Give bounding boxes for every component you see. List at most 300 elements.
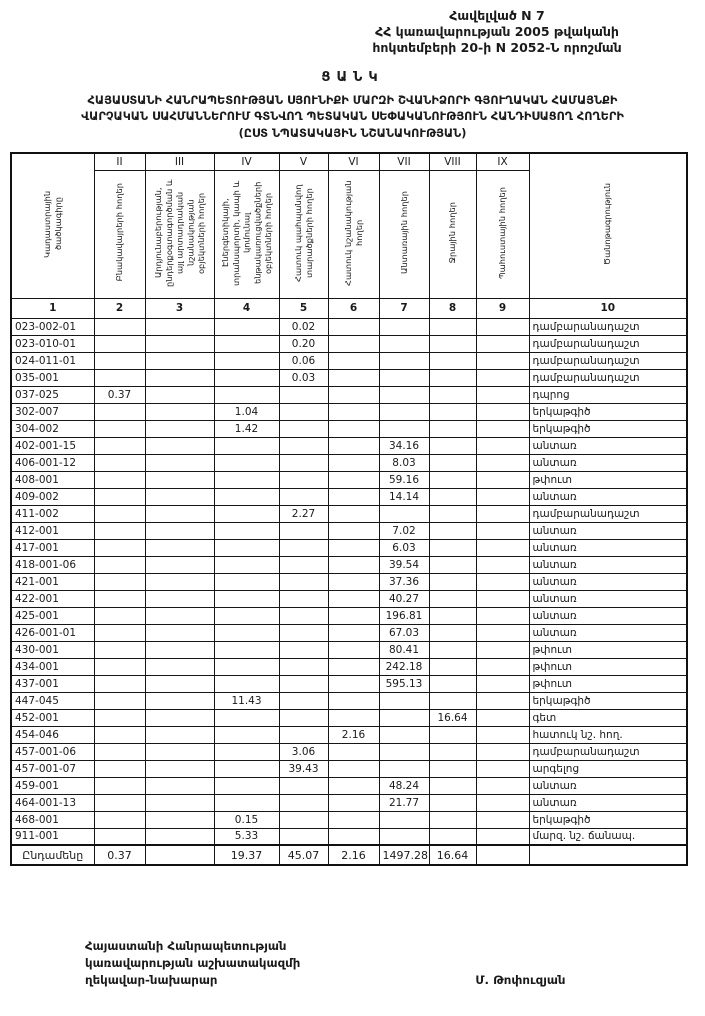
area-value-cell [94,556,145,573]
area-value-cell [214,624,279,641]
roman-numeral-IV: IV [214,153,279,170]
title-line-1: ՀԱՅԱՍՏԱՆԻ ՀԱՆՐԱՊԵՏՈՒԹՅԱՆ ՍՅՈՒՆԻՔԻ ՄԱՐԶԻ ՇՎԱՆԻՁՈՐԻ ԳՅՈՒՂԱԿԱՆ ՀԱՄԱՅՆՔԻ [87,94,618,107]
table-row [11,624,687,641]
note-cell: երկաթգիծ [529,420,687,437]
area-value-cell [94,437,145,454]
area-value-cell [214,488,279,505]
table-row [11,573,687,590]
area-value-cell [94,794,145,811]
area-value-cell [279,454,328,471]
area-value-cell [429,590,476,607]
cadastral-code-cell: 464-001-13 [11,794,94,811]
area-value-cell [429,760,476,777]
area-value-cell [476,624,529,641]
column-number: 5 [279,298,328,318]
area-value-cell [145,624,214,641]
area-value-cell [379,386,429,403]
table-row [11,607,687,624]
area-value-cell [279,556,328,573]
area-value-cell [476,573,529,590]
area-value-cell [94,505,145,522]
area-value-cell [94,658,145,675]
area-value-cell [328,692,379,709]
area-value-cell [429,352,476,369]
table-row [11,777,687,794]
area-value-cell [476,828,529,845]
area-value-cell: 1497.28 [379,845,429,865]
area-value-cell: 0.37 [94,845,145,865]
area-value-cell [145,590,214,607]
area-value-cell: 37.36 [379,573,429,590]
area-value-cell [429,607,476,624]
area-value-cell [145,522,214,539]
area-value-cell [214,573,279,590]
header-settlement-lands: Բնակավայրերի հողեր [94,170,145,298]
roman-numeral-VII: VII [379,153,429,170]
note-cell: գետ [529,709,687,726]
table-row [11,335,687,352]
area-value-cell [214,641,279,658]
area-value-cell: 34.16 [379,437,429,454]
area-value-cell [279,709,328,726]
area-value-cell [214,777,279,794]
note-cell: անտառ [529,794,687,811]
header-cadastral-code-label: Կադաստրային ծածկագիրը [41,190,63,258]
decision-reference: հոկտեմբերի 20-ի N 2052-Ն որոշման [372,40,622,55]
area-value-cell [214,335,279,352]
area-value-cell [145,573,214,590]
header-special-purpose-lands: Հատուկ նշանակության հողեր [328,170,379,298]
total-label-cell: Ընդամենը [11,845,94,865]
area-value-cell [214,675,279,692]
table-row [11,522,687,539]
area-value-cell [476,590,529,607]
area-value-cell [279,590,328,607]
area-value-cell [279,692,328,709]
area-value-cell [429,403,476,420]
cadastral-code-cell: 024-011-01 [11,352,94,369]
cadastral-code-cell: 409-002 [11,488,94,505]
area-value-cell [328,590,379,607]
note-cell: անտառ [529,454,687,471]
area-value-cell [279,573,328,590]
cadastral-code-cell: 037-025 [11,386,94,403]
area-value-cell [429,522,476,539]
note-cell: անտառ [529,522,687,539]
note-cell: մարզ. նշ. ճանապ. [529,828,687,845]
column-number: 4 [214,298,279,318]
area-value-cell [429,471,476,488]
area-value-cell [145,658,214,675]
area-value-cell: 0.20 [279,335,328,352]
header-note-label: Ծանոթագրություն [602,183,613,266]
area-value-cell [145,777,214,794]
header-water-lands: Ջրային հողեր [429,170,476,298]
area-value-cell [145,794,214,811]
area-value-cell [476,335,529,352]
cadastral-code-cell: 468-001 [11,811,94,828]
area-value-cell [94,624,145,641]
table-row [11,811,687,828]
area-value-cell [145,352,214,369]
roman-numeral-IX: IX [476,153,529,170]
area-value-cell: 40.27 [379,590,429,607]
area-value-cell: 0.06 [279,352,328,369]
area-value-cell [429,811,476,828]
area-value-cell [145,454,214,471]
area-value-cell: 48.24 [379,777,429,794]
area-value-cell [476,471,529,488]
note-cell: դամբարանադաշտ [529,335,687,352]
note-cell: դամբարանադաշտ [529,318,687,335]
area-value-cell [214,658,279,675]
area-value-cell [279,641,328,658]
signatory-position [85,938,300,989]
area-value-cell [379,369,429,386]
table-row [11,556,687,573]
area-value-cell [214,454,279,471]
area-value-cell [328,556,379,573]
note-cell: անտառ [529,624,687,641]
table-row [11,318,687,335]
cadastral-code-cell: 457-001-06 [11,743,94,760]
note-cell: արգելոց [529,760,687,777]
appendix-header [307,8,687,56]
area-value-cell [145,318,214,335]
area-value-cell [429,369,476,386]
area-value-cell: 0.37 [94,386,145,403]
area-value-cell [429,386,476,403]
area-value-cell: 45.07 [279,845,328,865]
area-value-cell [94,607,145,624]
area-value-cell [429,624,476,641]
cadastral-code-cell: 447-045 [11,692,94,709]
area-value-cell: 39.54 [379,556,429,573]
area-value-cell [279,437,328,454]
area-value-cell [214,709,279,726]
area-value-cell [279,471,328,488]
note-cell: երկաթգիծ [529,403,687,420]
area-value-cell [94,573,145,590]
area-value-cell [94,318,145,335]
area-value-cell [379,726,429,743]
area-value-cell [94,828,145,845]
area-value-cell: 16.64 [429,709,476,726]
area-value-cell: 1.04 [214,403,279,420]
area-value-cell [279,811,328,828]
area-value-cell [379,403,429,420]
area-value-cell [476,488,529,505]
area-value-cell [328,488,379,505]
cadastral-code-cell: 425-001 [11,607,94,624]
area-value-cell [145,386,214,403]
area-value-cell [328,658,379,675]
area-value-cell [279,624,328,641]
area-value-cell: 21.77 [379,794,429,811]
table-row [11,471,687,488]
cadastral-code-cell: 434-001 [11,658,94,675]
area-value-cell [328,607,379,624]
area-value-cell [279,522,328,539]
area-value-cell [94,743,145,760]
area-value-cell: 6.03 [379,539,429,556]
area-value-cell: 39.43 [279,760,328,777]
area-value-cell [94,641,145,658]
area-value-cell [429,539,476,556]
area-value-cell [379,692,429,709]
cadastral-code-cell: 430-001 [11,641,94,658]
roman-numeral-II: II [94,153,145,170]
area-value-cell [94,335,145,352]
area-value-cell: 595.13 [379,675,429,692]
area-value-cell [214,386,279,403]
roman-numeral-row [11,153,687,170]
area-value-cell: 5.33 [214,828,279,845]
area-value-cell [476,505,529,522]
area-value-cell [145,488,214,505]
area-value-cell [328,369,379,386]
signatory-line-2: կառավարության աշխատակազմի [85,956,301,971]
area-value-cell [328,794,379,811]
note-cell: անտառ [529,573,687,590]
cadastral-code-cell: 406-001-12 [11,454,94,471]
table-row [11,794,687,811]
area-value-cell [145,539,214,556]
note-cell: անտառ [529,556,687,573]
area-value-cell [145,743,214,760]
area-value-cell: 3.06 [279,743,328,760]
area-value-cell [328,539,379,556]
note-cell: անտառ [529,777,687,794]
note-cell: դամբարանադաշտ [529,352,687,369]
area-value-cell [429,658,476,675]
area-value-cell [429,318,476,335]
note-cell [529,845,687,865]
area-value-cell [94,760,145,777]
cadastral-code-cell: 421-001 [11,573,94,590]
area-value-cell [214,369,279,386]
note-cell: դամբարանադաշտ [529,505,687,522]
area-value-cell [94,590,145,607]
cadastral-code-cell: 023-010-01 [11,335,94,352]
area-value-cell [328,760,379,777]
table-row [11,828,687,845]
government-reference: ՀՀ կառավարության 2005 թվականի [375,24,619,39]
area-value-cell [476,794,529,811]
area-value-cell [379,318,429,335]
area-value-cell [476,658,529,675]
area-value-cell [214,505,279,522]
note-cell: անտառ [529,539,687,556]
area-value-cell [145,335,214,352]
area-value-cell [145,641,214,658]
area-value-cell [145,692,214,709]
area-value-cell: 2.16 [328,845,379,865]
area-value-cell [328,811,379,828]
table-row [11,437,687,454]
table-row [11,454,687,471]
area-value-cell [476,641,529,658]
area-value-cell [94,488,145,505]
area-value-cell [94,709,145,726]
area-value-cell [279,607,328,624]
area-value-cell [214,760,279,777]
column-number: 9 [476,298,529,318]
column-number: 2 [94,298,145,318]
area-value-cell: 0.03 [279,369,328,386]
area-value-cell [279,777,328,794]
area-value-cell [145,471,214,488]
area-value-cell [476,743,529,760]
area-value-cell [476,709,529,726]
area-value-cell [476,454,529,471]
area-value-cell: 242.18 [379,658,429,675]
area-value-cell [94,692,145,709]
area-value-cell: 0.02 [279,318,328,335]
area-value-cell [94,454,145,471]
area-value-cell [429,828,476,845]
area-value-cell [214,318,279,335]
table-row [11,420,687,437]
table-row [11,641,687,658]
area-value-cell: 19.37 [214,845,279,865]
area-value-cell [328,675,379,692]
table-row [11,352,687,369]
note-cell: թփուտ [529,471,687,488]
table-row [11,505,687,522]
area-value-cell [379,420,429,437]
table-row [11,726,687,743]
table-row [11,403,687,420]
table-row [11,369,687,386]
area-value-cell [94,369,145,386]
appendix-number: Հավելված N 7 [449,8,545,23]
area-value-cell [94,726,145,743]
area-value-cell [429,454,476,471]
area-value-cell: 7.02 [379,522,429,539]
table-row [11,386,687,403]
area-value-cell [214,590,279,607]
area-value-cell [476,369,529,386]
cadastral-code-cell: 426-001-01 [11,624,94,641]
area-value-cell: 14.14 [379,488,429,505]
roman-numeral-VIII: VIII [429,153,476,170]
area-value-cell [94,471,145,488]
area-value-cell [214,437,279,454]
note-cell: դպրոց [529,386,687,403]
area-value-cell [214,726,279,743]
area-value-cell: 11.43 [214,692,279,709]
area-value-cell [328,437,379,454]
area-value-cell [145,675,214,692]
area-value-cell [145,505,214,522]
cadastral-code-cell: 417-001 [11,539,94,556]
header-reserve-lands: Պահուստային հողեր [476,170,529,298]
table-row [11,760,687,777]
area-value-cell [214,794,279,811]
area-value-cell [328,624,379,641]
cadastral-code-cell: 408-001 [11,471,94,488]
area-value-cell [328,709,379,726]
cadastral-code-cell: 422-001 [11,590,94,607]
area-value-cell [476,318,529,335]
area-value-cell [94,777,145,794]
area-value-cell [145,709,214,726]
header-cadastral-code [11,153,94,298]
area-value-cell [145,607,214,624]
note-cell: անտառ [529,607,687,624]
area-value-cell [145,828,214,845]
cadastral-code-cell: 412-001 [11,522,94,539]
area-value-cell [94,403,145,420]
area-value-cell [279,403,328,420]
cadastral-code-cell: 459-001 [11,777,94,794]
area-value-cell: 67.03 [379,624,429,641]
area-value-cell [214,743,279,760]
note-cell: դամբարանադաշտ [529,369,687,386]
cadastral-code-cell: 452-001 [11,709,94,726]
area-value-cell [328,743,379,760]
table-row [11,692,687,709]
area-value-cell [328,777,379,794]
area-value-cell: 16.64 [429,845,476,865]
area-value-cell [476,420,529,437]
cadastral-code-cell: 035-001 [11,369,94,386]
area-value-cell [379,828,429,845]
area-value-cell [429,794,476,811]
note-cell: թփուտ [529,658,687,675]
area-value-cell [279,658,328,675]
area-value-cell [379,760,429,777]
header-infrastructure-lands: Էներգետիկայի, տրանսպորտի, կապի և կոմունալ ենթակառուցվածքների օբյեկտների հողեր [214,170,279,298]
table-row [11,488,687,505]
total-row [11,845,687,865]
cadastral-code-cell: 454-046 [11,726,94,743]
roman-numeral-V: V [279,153,328,170]
title-line-3: (ԸՍՏ ՆՊԱՏԱԿԱՅԻՆ ՆՇԱՆԱԿՈՒԹՅԱՆ) [238,126,467,140]
table-row [11,539,687,556]
area-value-cell [429,437,476,454]
area-value-cell [379,352,429,369]
table-row [11,709,687,726]
area-value-cell [476,403,529,420]
area-value-cell [279,420,328,437]
cadastral-code-cell: 457-001-07 [11,760,94,777]
area-value-cell [328,828,379,845]
table-row [11,743,687,760]
area-value-cell [476,437,529,454]
cadastral-code-cell: 418-001-06 [11,556,94,573]
area-value-cell: 80.41 [379,641,429,658]
area-value-cell [328,335,379,352]
area-value-cell [145,369,214,386]
area-value-cell [214,556,279,573]
area-value-cell [476,760,529,777]
area-value-cell [328,454,379,471]
table-row [11,675,687,692]
area-value-cell [328,573,379,590]
area-value-cell: 1.42 [214,420,279,437]
title-word-list: ՑԱՆԿ [321,70,384,85]
area-value-cell [94,420,145,437]
area-value-cell: 8.03 [379,454,429,471]
cadastral-code-cell: 023-002-01 [11,318,94,335]
area-value-cell [145,760,214,777]
area-value-cell [145,726,214,743]
area-value-cell: 2.16 [328,726,379,743]
area-value-cell [279,539,328,556]
area-value-cell [94,675,145,692]
